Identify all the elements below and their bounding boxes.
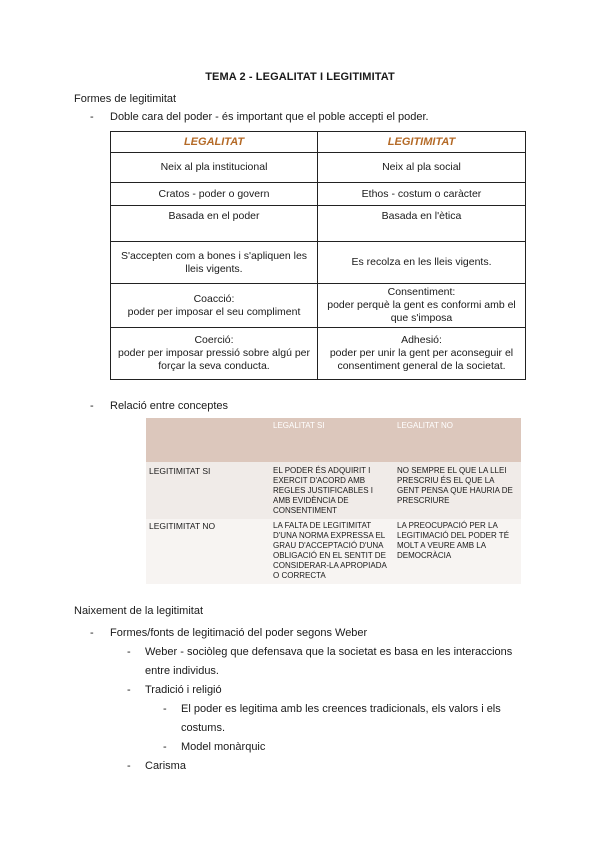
header-legitimitat: LEGITIMITAT: [318, 132, 526, 153]
section-heading-naixement: Naixement de la legitimitat: [74, 605, 204, 617]
page-title: TEMA 2 - LEGALITAT I LEGITIMITAT: [205, 71, 395, 83]
subsub-model-monarquic: Model monàrquic: [181, 741, 266, 753]
table-cell: S'accepten com a bones i s'apliquen les lleis vigents.: [111, 242, 318, 284]
table-cell: Cratos - poder o govern: [111, 183, 318, 206]
table-cell: Adhesió: poder per unir la gent per aconseguir el consentiment general de la societat.: [318, 328, 526, 380]
legalitat-legitimitat-table: [110, 131, 526, 380]
table-cell: NO SEMPRE EL QUE LA LLEI PRESCRIU ÉS EL QUE LA GENT PENSA QUE HAURIA DE PRESCRIURE: [394, 462, 521, 519]
table-cell: Coerció: poder per imposar pressió sobre algú per forçar la seva conducta.: [111, 328, 318, 380]
header-legalitat-si: LEGALITAT SI: [270, 418, 394, 462]
subsub-legitima-line2: costums.: [181, 722, 226, 734]
bullet-doble-cara: Doble cara del poder - és important que el poble accepti el poder.: [110, 111, 429, 123]
table-cell: [146, 418, 270, 462]
row-legitimitat-no: LEGITIMITAT NO: [146, 519, 270, 584]
bullet-dash: -: [163, 741, 167, 753]
relacio-conceptes-table: [146, 418, 521, 584]
header-legalitat-no: LEGALITAT NO: [394, 418, 521, 462]
sub-weber-line1: Weber - sociòleg que defensava que la societat es basa en les interaccions: [145, 646, 513, 658]
bullet-dash: -: [90, 111, 94, 123]
subsub-legitima-line1: El poder es legitima amb les creences tradicionals, els valors i els: [181, 703, 501, 715]
bullet-dash: -: [127, 684, 131, 696]
bullet-relacio: Relació entre conceptes: [110, 400, 229, 412]
section-heading-formes: Formes de legitimitat: [74, 93, 177, 105]
table-cell: Coacció: poder per imposar el seu compliment: [111, 284, 318, 328]
header-legalitat: LEGALITAT: [111, 132, 318, 153]
table-cell: Neix al pla institucional: [111, 153, 318, 183]
table-cell: Consentiment: poder perquè la gent es conformi amb el que s'imposa: [318, 284, 526, 328]
table-cell: LA FALTA DE LEGITIMITAT D'UNA NORMA EXPRESSA EL GRAU D'ACCEPTACIÓ D'UNA OBLIGACIÓ EN EL SENTIT DE CONSIDERAR-LA APROPIADA O CORRECTA: [270, 519, 394, 584]
bullet-dash: -: [90, 627, 94, 639]
sub-weber-line2: entre individus.: [145, 665, 219, 677]
table-cell: Basada en l'ètica: [318, 206, 526, 242]
table-cell: Neix al pla social: [318, 153, 526, 183]
sub-tradicio-religio: Tradició i religió: [145, 684, 222, 696]
row-legitimitat-si: LEGITIMITAT SI: [146, 462, 270, 519]
table-cell: Ethos - costum o caràcter: [318, 183, 526, 206]
table-cell: Basada en el poder: [111, 206, 318, 242]
table-cell: LA PREOCUPACIÓ PER LA LEGITIMACIÓ DEL PODER TÉ MOLT A VEURE AMB LA DEMOCRÀCIA: [394, 519, 521, 584]
bullet-formes-fonts: Formes/fonts de legitimació del poder segons Weber: [110, 627, 368, 639]
table-cell: Es recolza en les lleis vigents.: [318, 242, 526, 284]
bullet-dash: -: [127, 646, 131, 658]
sub-carisma: Carisma: [145, 760, 186, 772]
bullet-dash: -: [90, 400, 94, 412]
bullet-dash: -: [163, 703, 167, 715]
table-cell: EL PODER ÉS ADQUIRIT I EXERCIT D'ACORD AMB REGLES JUSTIFICABLES I AMB EVIDÈNCIA DE CONSENTIMENT: [270, 462, 394, 519]
bullet-dash: -: [127, 760, 131, 772]
